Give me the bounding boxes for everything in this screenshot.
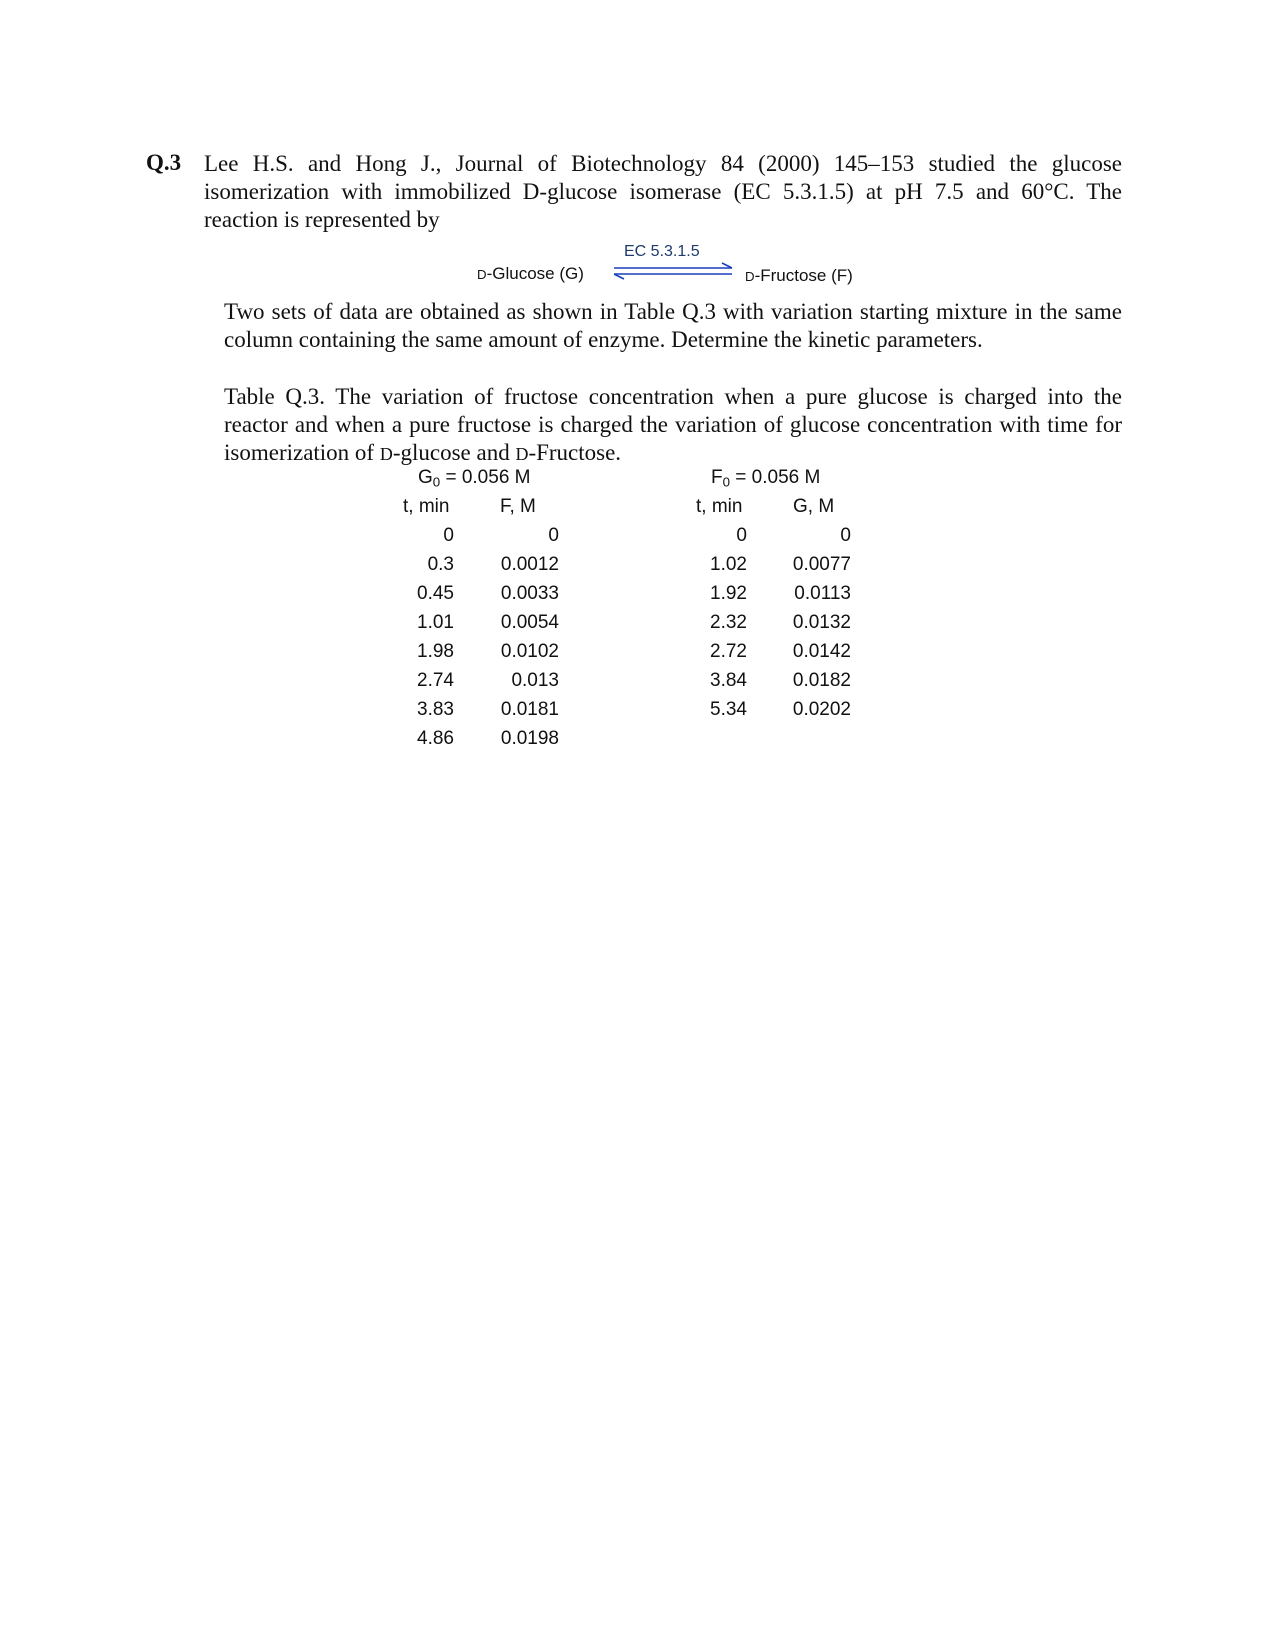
left-col-time-header: t, min: [403, 496, 450, 517]
left-time-cell: 0: [443, 525, 454, 546]
datasets-paragraph: Two sets of data are obtained as shown in Table Q.3 with variation starting mixture in the same column containing the same amount of enzyme. Determine the kinetic parameters.: [224, 299, 1122, 352]
right-time-cell: 2.72: [710, 641, 747, 662]
right-conc-cell: 0.0182: [792, 670, 851, 691]
right-title-sub: 0: [722, 474, 731, 490]
left-time-cell: 1.98: [417, 641, 454, 662]
left-conc-cell: 0.0054: [500, 612, 559, 633]
right-title-var: F: [711, 467, 723, 488]
caption-d-prefix-2: D: [515, 444, 529, 464]
right-col-time-header: t, min: [696, 496, 743, 517]
right-col-conc-header: G, M: [793, 496, 835, 517]
right-conc-cell: 0.0077: [792, 554, 851, 575]
left-title-sub: 0: [432, 474, 441, 490]
left-conc-cell: 0.0181: [500, 699, 559, 720]
reactant-name: -Glucose (G): [486, 264, 584, 283]
right-time-cell: 1.92: [710, 583, 747, 604]
right-time-cell: 5.34: [710, 699, 747, 720]
left-time-cell: 3.83: [417, 699, 454, 720]
reaction-scheme: [0, 0, 1275, 300]
left-conc-cell: 0.0102: [500, 641, 559, 662]
reactant-prefix: D: [477, 267, 487, 282]
left-title-var: G: [418, 467, 433, 488]
caption-mid: -glucose and: [392, 440, 516, 465]
left-time-cell: 1.01: [417, 612, 454, 633]
left-title-value: = 0.056 M: [440, 467, 531, 488]
right-conc-cell: 0.0113: [794, 583, 851, 604]
right-conc-cell: 0: [840, 525, 851, 546]
right-conc-cell: 0.0202: [792, 699, 851, 720]
left-time-cell: 0.3: [427, 554, 454, 575]
left-time-cell: 2.74: [417, 670, 454, 691]
left-conc-cell: 0.0012: [500, 554, 559, 575]
left-conc-cell: 0: [548, 525, 559, 546]
question-intro: Lee H.S. and Hong J., Journal of Biotechnology 84 (2000) 145–153 studied the glucose isomerization with immobilized D-glucose isomerase (EC 5.3.1.5) at pH 7.5 and 60°C. The reaction is represented by: [204, 151, 1122, 232]
product-prefix: D: [745, 269, 755, 284]
product-name: -Fructose (F): [754, 266, 853, 285]
left-conc-cell: 0.0198: [500, 728, 559, 749]
caption-end: -Fructose.: [528, 440, 622, 465]
left-conc-cell: 0.013: [511, 670, 559, 691]
right-table-title: [711, 467, 820, 489]
product-label: [745, 266, 853, 286]
question-number: Q.3: [146, 150, 182, 175]
left-table-title: [418, 467, 531, 489]
left-time-cell: 0.45: [417, 583, 454, 604]
right-time-cell: 2.32: [710, 612, 747, 633]
enzyme-label: EC 5.3.1.5: [624, 243, 700, 260]
left-col-conc-header: F, M: [500, 496, 536, 517]
left-time-cell: 4.86: [417, 728, 454, 749]
right-conc-cell: 0.0132: [792, 612, 851, 633]
equilibrium-arrows-icon: [612, 262, 734, 280]
table-caption: [224, 383, 1122, 468]
reactant-label: [477, 264, 584, 284]
left-conc-cell: 0.0033: [500, 583, 559, 604]
right-title-value: = 0.056 M: [730, 467, 821, 488]
right-time-cell: 0: [736, 525, 747, 546]
right-conc-cell: 0.0142: [792, 641, 851, 662]
caption-d-prefix-1: D: [379, 444, 393, 464]
caption-start: Table Q.3. The variation of fructose concentration when a pure glucose is charged into the reactor and when a pure fructose is charged the variation of glucose concentration with time for isomerization of: [224, 384, 1122, 465]
right-time-cell: 3.84: [710, 670, 747, 691]
right-time-cell: 1.02: [710, 554, 747, 575]
